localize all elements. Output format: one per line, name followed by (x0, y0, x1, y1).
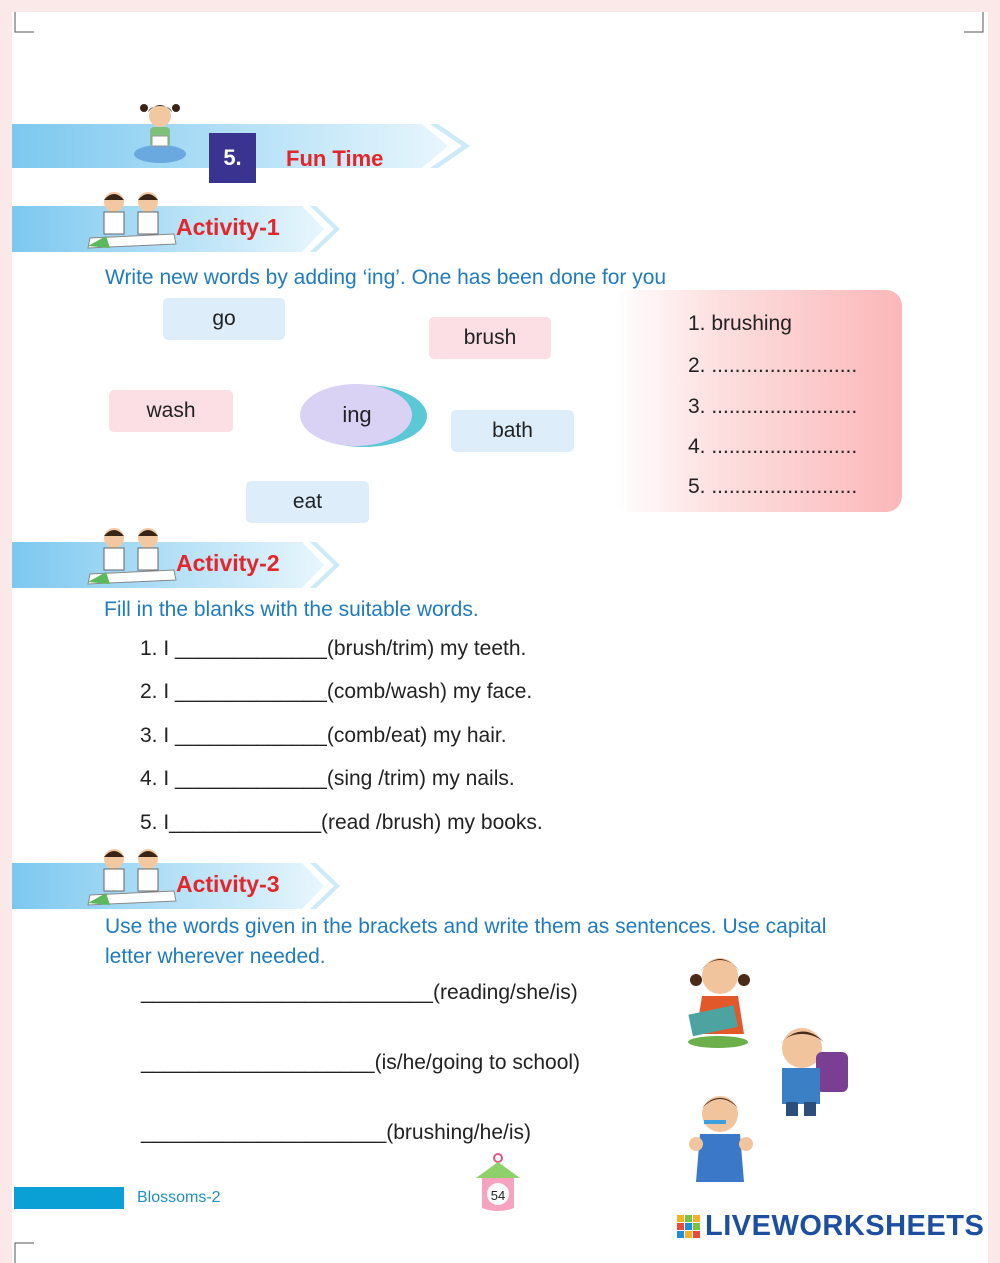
liveworksheets-brand-text: LIVEWORKSHEETS (705, 1210, 985, 1242)
activity-3-banner (12, 863, 342, 907)
section-number-box (209, 133, 256, 183)
page-number: 54 (490, 1188, 506, 1203)
activity-1-title: Activity-1 (176, 214, 280, 240)
word-bath: bath (451, 410, 574, 452)
answer-4[interactable]: 4. ......................... (688, 435, 858, 458)
sentence-item-3[interactable]: _____________________(brushing/he/is) (141, 1121, 531, 1144)
kids-writing-icon (84, 524, 180, 590)
liveworksheets-brand[interactable] (676, 1210, 984, 1243)
activity-1-instruction: Write new words by adding ‘ing’. One has been done for you (105, 266, 667, 289)
activity-3-title: Activity-3 (176, 871, 280, 897)
ing-label: ing (342, 402, 372, 427)
answer-3[interactable]: 3. ......................... (688, 395, 858, 418)
page-number-house-icon (472, 1152, 524, 1214)
fill-item-1[interactable]: 1. I _____________(brush/trim) my teeth. (140, 637, 527, 660)
word-wash: wash (109, 390, 233, 432)
girl-reading-icon (130, 102, 194, 166)
answer-panel (614, 290, 902, 512)
sentence-item-2[interactable]: ____________________(is/he/going to school) (141, 1051, 581, 1074)
section-banner (12, 124, 472, 171)
word-eat: eat (246, 481, 369, 523)
crop-mark-bottom-left (12, 1241, 34, 1263)
section-number: 5. (223, 145, 242, 170)
activity-2-title: Activity-2 (176, 550, 280, 576)
section-title: Fun Time (286, 146, 384, 171)
activity-3-instruction-line-1: Use the words given in the brackets and write them as sentences. Use capital (105, 915, 827, 938)
answer-5[interactable]: 5. ......................... (688, 475, 858, 498)
sentence-item-1[interactable]: _________________________(reading/she/is) (141, 981, 578, 1004)
fill-item-4[interactable]: 4. I _____________(sing /trim) my nails. (140, 767, 515, 790)
activity-2-banner (12, 542, 342, 586)
activity-3-instruction-line-2: letter wherever needed. (105, 945, 326, 968)
worksheet-page (12, 12, 988, 1263)
boy-brushing-teeth-icon (684, 1090, 760, 1190)
fill-item-2[interactable]: 2. I _____________(comb/wash) my face. (140, 680, 533, 703)
kids-writing-icon (84, 188, 180, 254)
fill-item-5[interactable]: 5. I_____________(read /brush) my books. (140, 811, 543, 834)
liveworksheets-logo-icon (676, 1214, 702, 1240)
word-go: go (163, 298, 285, 340)
book-name: Blossoms-2 (137, 1189, 221, 1206)
word-brush: brush (429, 317, 551, 359)
answer-2[interactable]: 2. ......................... (688, 354, 858, 377)
activity-1-banner (12, 206, 342, 250)
crop-mark-top-left (12, 12, 34, 34)
boy-school-bag-icon (764, 1022, 854, 1118)
kids-writing-icon (84, 845, 180, 911)
fill-item-3[interactable]: 3. I _____________(comb/eat) my hair. (140, 724, 507, 747)
answer-1[interactable]: 1. brushing (688, 312, 792, 335)
activity-2-instruction: Fill in the blanks with the suitable words. (104, 598, 479, 621)
crop-mark-top-right (964, 12, 986, 34)
girl-reading-icon (682, 950, 758, 1050)
footer-bar (14, 1187, 124, 1209)
